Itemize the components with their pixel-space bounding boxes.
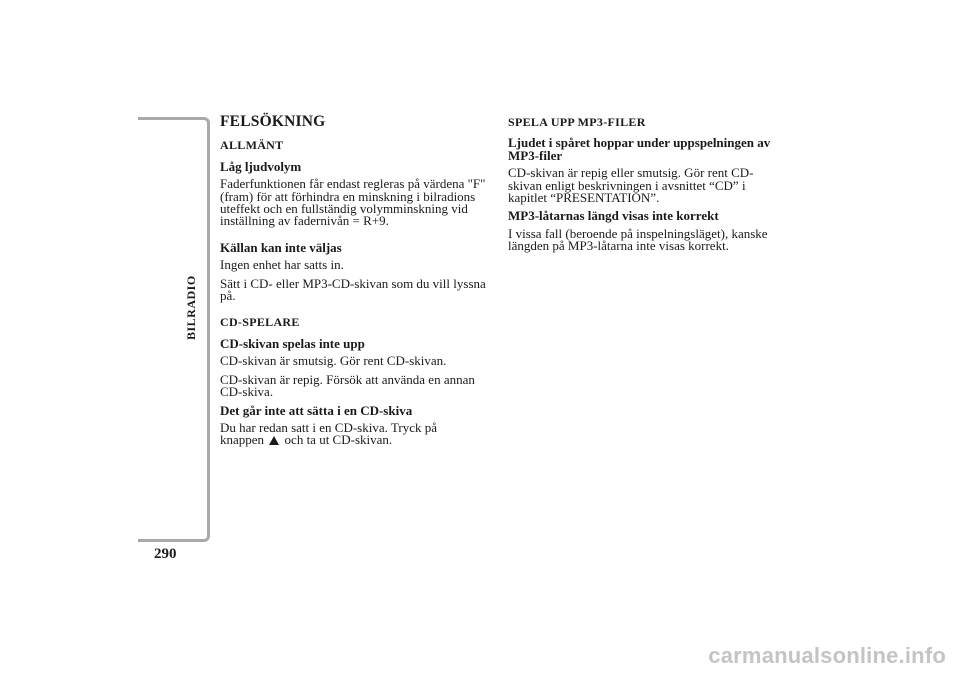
answer-mp3-skip: CD-skivan är repig eller smutsig. Gör rent CD-skivan enligt beskrivningen i avsnittet “CD” i kapitlet “PRESENTATION”. xyxy=(508,165,754,206)
page-number: 290 xyxy=(154,546,177,562)
answer-mp3-length: I vissa fall (beroende på inspelningsläget), kanske längden på MP3-låtarna inte visas korrekt. xyxy=(508,225,768,254)
answer-low-volume: Faderfunktionen får endast regleras på värdena "F" (fram) för att förhindra en minskning i bilradions uteffekt och en fullständig volymminskning vid inställning av fadernivån = R+9. xyxy=(220,176,486,229)
page-title: FELSÖKNING xyxy=(220,113,326,130)
subtitle-general: ALLMÄNT xyxy=(220,138,284,153)
answer-source-select-2: Sätt i CD- eller MP3-CD-skivan som du vill lyssna på. xyxy=(220,275,486,304)
question-mp3-length: MP3-låtarnas längd visas inte korrekt xyxy=(508,208,719,224)
answer-cd-insert-line1: Du har redan satt i en CD-skiva. Tryck på xyxy=(220,419,437,435)
subtitle-cd-player: CD-SPELARE xyxy=(220,315,300,330)
subtitle-mp3: SPELA UPP MP3-FILER xyxy=(508,115,646,129)
left-column xyxy=(220,113,495,453)
watermark: carmanualsonline.info xyxy=(708,643,946,668)
answer-cd-insert xyxy=(220,419,495,448)
answer-cd-insert-post: och ta ut CD-skivan. xyxy=(284,432,393,448)
answer-source-select-1: Ingen enhet har satts in. xyxy=(220,257,344,273)
question-source-select: Källan kan inte väljas xyxy=(220,239,342,255)
section-label: BILRADIO xyxy=(184,275,198,340)
question-low-volume: Låg ljudvolym xyxy=(220,158,302,174)
right-column xyxy=(508,116,783,259)
answer-cd-insert-pre: knappen xyxy=(220,432,265,448)
answer-cd-not-playing-1: CD-skivan är smutsig. Gör rent CD-skivan. xyxy=(220,353,447,369)
answer-cd-not-playing-2: CD-skivan är repig. Försök att använda en annan CD-skiva. xyxy=(220,371,475,400)
margin-bracket xyxy=(138,117,210,542)
eject-icon xyxy=(269,436,279,445)
question-cd-insert: Det går inte att sätta i en CD-skiva xyxy=(220,402,413,418)
question-cd-not-playing: CD-skivan spelas inte upp xyxy=(220,335,365,351)
question-mp3-skip: Ljudet i spåret hoppar under uppspelningen av MP3-filer xyxy=(508,135,771,163)
